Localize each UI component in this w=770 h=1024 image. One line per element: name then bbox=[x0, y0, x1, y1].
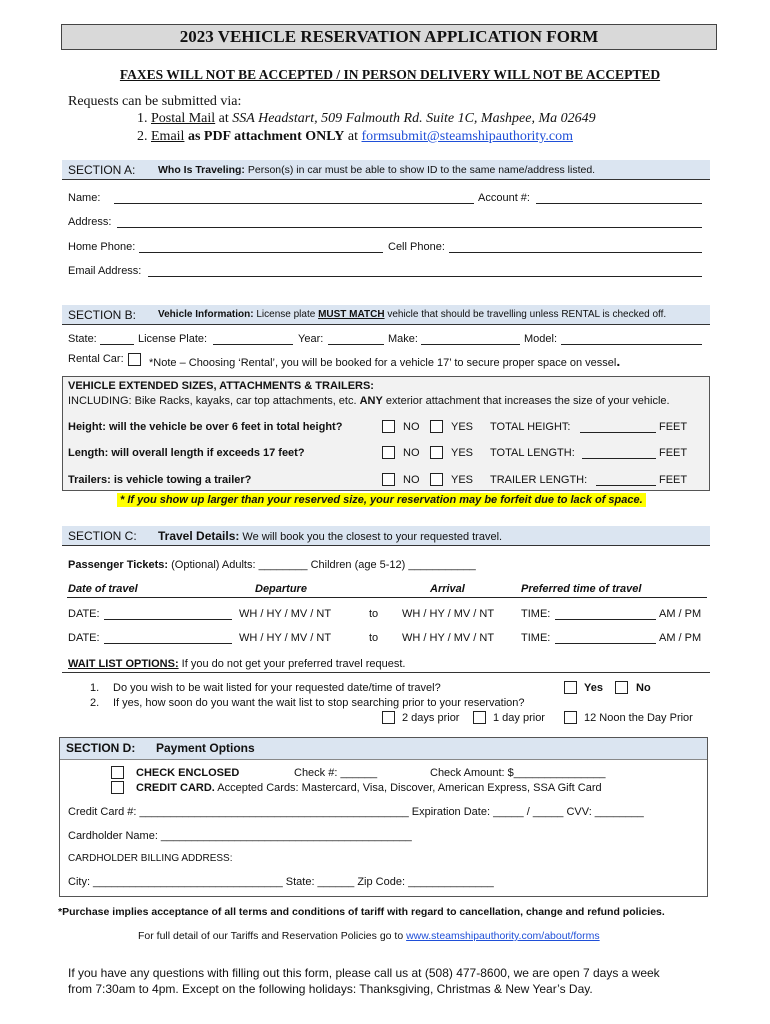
contact-line-2: from 7:30am to 4pm. Except on the following holidays: Thanksgiving, Christmas & New Year’s Day. bbox=[68, 982, 593, 996]
wait-q2-number: 2. bbox=[90, 697, 100, 709]
section-b-heading: Vehicle Information: bbox=[158, 309, 254, 320]
credit-card-number-field[interactable]: Credit Card #: ____________________________________________ Expiration Date: _____ / _____ CVV: ________ bbox=[68, 806, 644, 818]
section-c-label: SECTION C: bbox=[68, 529, 137, 543]
submission-item-email bbox=[137, 129, 573, 145]
height-no-checkbox[interactable] bbox=[382, 420, 395, 433]
col-date: Date of travel bbox=[68, 583, 138, 595]
policy-detail bbox=[138, 930, 600, 942]
including-text-2: exterior attachment that increases the size of your vehicle. bbox=[382, 395, 670, 407]
section-b-header bbox=[62, 305, 710, 325]
waitlist-no-label: No bbox=[636, 682, 651, 694]
date-field-1[interactable] bbox=[104, 619, 232, 620]
trailer-question: Trailers: is vehicle towing a trailer? bbox=[68, 474, 252, 486]
name-label: Name: bbox=[68, 192, 101, 204]
time-field-2[interactable] bbox=[555, 643, 656, 644]
cardholder-name-field[interactable]: Cardholder Name: _________________________________________ bbox=[68, 830, 412, 842]
yes-label: YES bbox=[451, 421, 474, 433]
to-text: to bbox=[369, 632, 379, 644]
check-amount-field[interactable]: Check Amount: $_______________ bbox=[430, 767, 606, 779]
must-match-text: MUST MATCH bbox=[318, 309, 385, 320]
model-field[interactable] bbox=[561, 344, 702, 345]
length-yes-checkbox[interactable] bbox=[430, 446, 443, 459]
to-text: to bbox=[369, 608, 379, 620]
date-field-2[interactable] bbox=[104, 643, 232, 644]
section-c-heading-wrap bbox=[158, 529, 502, 543]
at-text: at bbox=[344, 129, 362, 144]
make-label: Make: bbox=[388, 333, 418, 345]
credit-card-line bbox=[136, 782, 602, 794]
rental-note-text: *Note – Choosing ‘Rental’, you will be booked for a vehicle 17’ to secure proper space on vessel bbox=[149, 357, 617, 369]
waitlist-no-checkbox[interactable] bbox=[615, 681, 628, 694]
pdf-only-text: as PDF attachment ONLY bbox=[184, 129, 345, 144]
date-label: DATE: bbox=[68, 608, 100, 620]
rental-note-dot: . bbox=[616, 353, 621, 369]
year-field[interactable] bbox=[328, 344, 384, 345]
submission-item-mail bbox=[137, 111, 596, 127]
forms-link[interactable]: www.steamshipauthority.com/about/forms bbox=[406, 930, 600, 942]
arrival-ports-1[interactable]: WH / HY / MV / NT bbox=[402, 608, 495, 620]
section-a-subtext: Person(s) in car must be able to show ID to the same name/address listed. bbox=[244, 164, 596, 176]
license-plate-field[interactable] bbox=[213, 344, 293, 345]
feet-label: FEET bbox=[659, 421, 688, 433]
time-label: TIME: bbox=[521, 632, 551, 644]
terms-notice: *Purchase implies acceptance of all terms and conditions of tariff with regard to cancellation, change and refund policies. bbox=[58, 906, 665, 918]
passenger-tickets bbox=[68, 559, 476, 571]
travel-column-headers bbox=[67, 582, 707, 598]
email-address-label: Email Address: bbox=[68, 265, 142, 277]
wait-list-header bbox=[62, 655, 710, 673]
any-text: ANY bbox=[359, 395, 383, 407]
ampm-2[interactable]: AM / PM bbox=[659, 632, 702, 644]
rental-note bbox=[149, 353, 620, 369]
passenger-tickets-fields[interactable]: (Optional) Adults: ________ Children (age 5-12) ___________ bbox=[168, 559, 476, 571]
trailer-yes-checkbox[interactable] bbox=[430, 473, 443, 486]
section-a-heading: Who Is Traveling: bbox=[158, 164, 245, 176]
name-field[interactable] bbox=[114, 203, 474, 204]
cell-phone-label: Cell Phone: bbox=[388, 241, 445, 253]
col-arrival: Arrival bbox=[430, 583, 465, 595]
credit-card-label: CREDIT CARD. bbox=[136, 782, 215, 794]
item-number: 1. bbox=[137, 111, 148, 126]
account-label: Account #: bbox=[478, 192, 530, 204]
height-yes-checkbox[interactable] bbox=[430, 420, 443, 433]
section-b-sub2: vehicle that should be travelling unless RENTAL is checked off. bbox=[384, 309, 667, 320]
feet-label: FEET bbox=[659, 447, 688, 459]
wait-q2: If yes, how soon do you want the wait list to stop searching prior to your reservation? bbox=[113, 697, 525, 709]
departure-ports-2[interactable]: WH / HY / MV / NT bbox=[239, 632, 332, 644]
trailer-no-checkbox[interactable] bbox=[382, 473, 395, 486]
submission-intro: Requests can be submitted via: bbox=[68, 94, 242, 109]
state-label: State: bbox=[68, 333, 97, 345]
arrival-ports-2[interactable]: WH / HY / MV / NT bbox=[402, 632, 495, 644]
form-title: 2023 VEHICLE RESERVATION APPLICATION FORM bbox=[61, 24, 717, 50]
email-address-field[interactable] bbox=[148, 276, 702, 277]
no-label: NO bbox=[403, 447, 420, 459]
check-enclosed-checkbox[interactable] bbox=[111, 766, 124, 779]
at-text: at bbox=[215, 111, 233, 126]
account-field[interactable] bbox=[536, 203, 702, 204]
make-field[interactable] bbox=[421, 344, 520, 345]
wait-q1: Do you wish to be wait listed for your requested date/time of travel? bbox=[113, 682, 441, 694]
total-height-field[interactable] bbox=[580, 432, 656, 433]
noon-label: 12 Noon the Day Prior bbox=[584, 712, 693, 724]
waitlist-yes-label: Yes bbox=[584, 682, 603, 694]
check-enclosed-label: CHECK ENCLOSED bbox=[136, 767, 240, 779]
trailer-length-field[interactable] bbox=[596, 485, 656, 486]
billing-address-label: CARDHOLDER BILLING ADDRESS: bbox=[68, 853, 233, 864]
height-question: Height: will the vehicle be over 6 feet in total height? bbox=[68, 421, 343, 433]
home-phone-label: Home Phone: bbox=[68, 241, 136, 253]
model-label: Model: bbox=[524, 333, 558, 345]
check-number-field[interactable]: Check #: ______ bbox=[294, 767, 378, 779]
waitlist-yes-checkbox[interactable] bbox=[564, 681, 577, 694]
mail-address: SSA Headstart, 509 Falmouth Rd. Suite 1C, Mashpee, Ma 02649 bbox=[232, 111, 596, 126]
city-state-zip-field[interactable]: City: _______________________________ State: ______ Zip Code: ______________ bbox=[68, 876, 494, 888]
license-plate-label: License Plate: bbox=[138, 333, 208, 345]
submit-email-link[interactable]: formsubmit@steamshipauthority.com bbox=[361, 129, 573, 144]
accepted-cards: Accepted Cards: Mastercard, Visa, Discover, American Express, SSA Gift Card bbox=[214, 782, 602, 794]
address-field[interactable] bbox=[117, 227, 702, 228]
length-question: Length: will overall length if exceeds 17 feet? bbox=[68, 447, 305, 459]
two-days-label: 2 days prior bbox=[402, 712, 460, 724]
section-b-label: SECTION B: bbox=[68, 308, 137, 322]
credit-card-checkbox[interactable] bbox=[111, 781, 124, 794]
feet-label: FEET bbox=[659, 474, 688, 486]
one-day-checkbox[interactable] bbox=[473, 711, 486, 724]
wait-list-sub: If you do not get your preferred travel request. bbox=[178, 658, 406, 670]
year-label: Year: bbox=[298, 333, 324, 345]
including-text-1: INCLUDING: Bike Racks, kayaks, car top attachments, etc. bbox=[68, 395, 360, 407]
postal-mail-label: Postal Mail bbox=[151, 111, 216, 126]
section-c-header bbox=[62, 526, 710, 546]
section-b-sub1: License plate bbox=[253, 309, 319, 320]
passenger-tickets-label: Passenger Tickets: bbox=[68, 559, 169, 571]
total-length-label: TOTAL LENGTH: bbox=[490, 447, 575, 459]
section-d-header bbox=[60, 738, 707, 760]
state-field[interactable] bbox=[100, 344, 134, 345]
departure-ports-1[interactable]: WH / HY / MV / NT bbox=[239, 608, 332, 620]
cell-phone-field[interactable] bbox=[449, 252, 702, 253]
home-phone-field[interactable] bbox=[139, 252, 383, 253]
length-no-checkbox[interactable] bbox=[382, 446, 395, 459]
vehicle-extended-including bbox=[68, 395, 670, 407]
date-label: DATE: bbox=[68, 632, 100, 644]
policy-detail-text: For full detail of our Tariffs and Reservation Policies go to bbox=[138, 930, 407, 942]
time-label: TIME: bbox=[521, 608, 551, 620]
address-label: Address: bbox=[68, 216, 112, 228]
col-departure: Departure bbox=[255, 583, 307, 595]
email-label: Email bbox=[151, 129, 185, 144]
section-c-heading: Travel Details: bbox=[158, 529, 240, 543]
section-a-label: SECTION A: bbox=[68, 163, 136, 177]
faxes-notice: FAXES WILL NOT BE ACCEPTED / IN PERSON DELIVERY WILL NOT BE ACCEPTED bbox=[119, 67, 661, 82]
size-warning: * If you show up larger than your reserved size, your reservation may be forfeit due to lack of space. bbox=[117, 493, 646, 507]
one-day-label: 1 day prior bbox=[493, 712, 545, 724]
ampm-1[interactable]: AM / PM bbox=[659, 608, 702, 620]
total-height-label: TOTAL HEIGHT: bbox=[490, 421, 571, 433]
wait-list-label: WAIT LIST OPTIONS: bbox=[68, 658, 179, 670]
time-field-1[interactable] bbox=[555, 619, 656, 620]
two-days-checkbox[interactable] bbox=[382, 711, 395, 724]
rental-car-label: Rental Car: bbox=[68, 353, 124, 365]
wait-q1-number: 1. bbox=[90, 682, 100, 694]
total-length-field[interactable] bbox=[582, 458, 656, 459]
yes-label: YES bbox=[451, 447, 474, 459]
section-d-heading: Payment Options bbox=[156, 741, 255, 755]
no-label: NO bbox=[403, 474, 420, 486]
section-b-heading-wrap bbox=[158, 309, 666, 320]
contact-line-1: If you have any questions with filling out this form, please call us at (508) 477-8600, we are open 7 days a week bbox=[68, 966, 660, 980]
section-d-label: SECTION D: bbox=[66, 741, 136, 755]
vehicle-extended-heading: VEHICLE EXTENDED SIZES, ATTACHMENTS & TRAILERS: bbox=[68, 380, 374, 392]
yes-label: YES bbox=[451, 474, 474, 486]
section-a-heading-wrap bbox=[158, 164, 595, 176]
rental-car-checkbox[interactable] bbox=[128, 353, 141, 366]
noon-checkbox[interactable] bbox=[564, 711, 577, 724]
section-c-subtext: We will book you the closest to your requested travel. bbox=[239, 531, 503, 543]
item-number: 2. bbox=[137, 129, 148, 144]
section-a-header bbox=[62, 160, 710, 180]
col-preferred-time: Preferred time of travel bbox=[521, 583, 642, 595]
no-label: NO bbox=[403, 421, 420, 433]
trailer-length-label: TRAILER LENGTH: bbox=[490, 474, 588, 486]
